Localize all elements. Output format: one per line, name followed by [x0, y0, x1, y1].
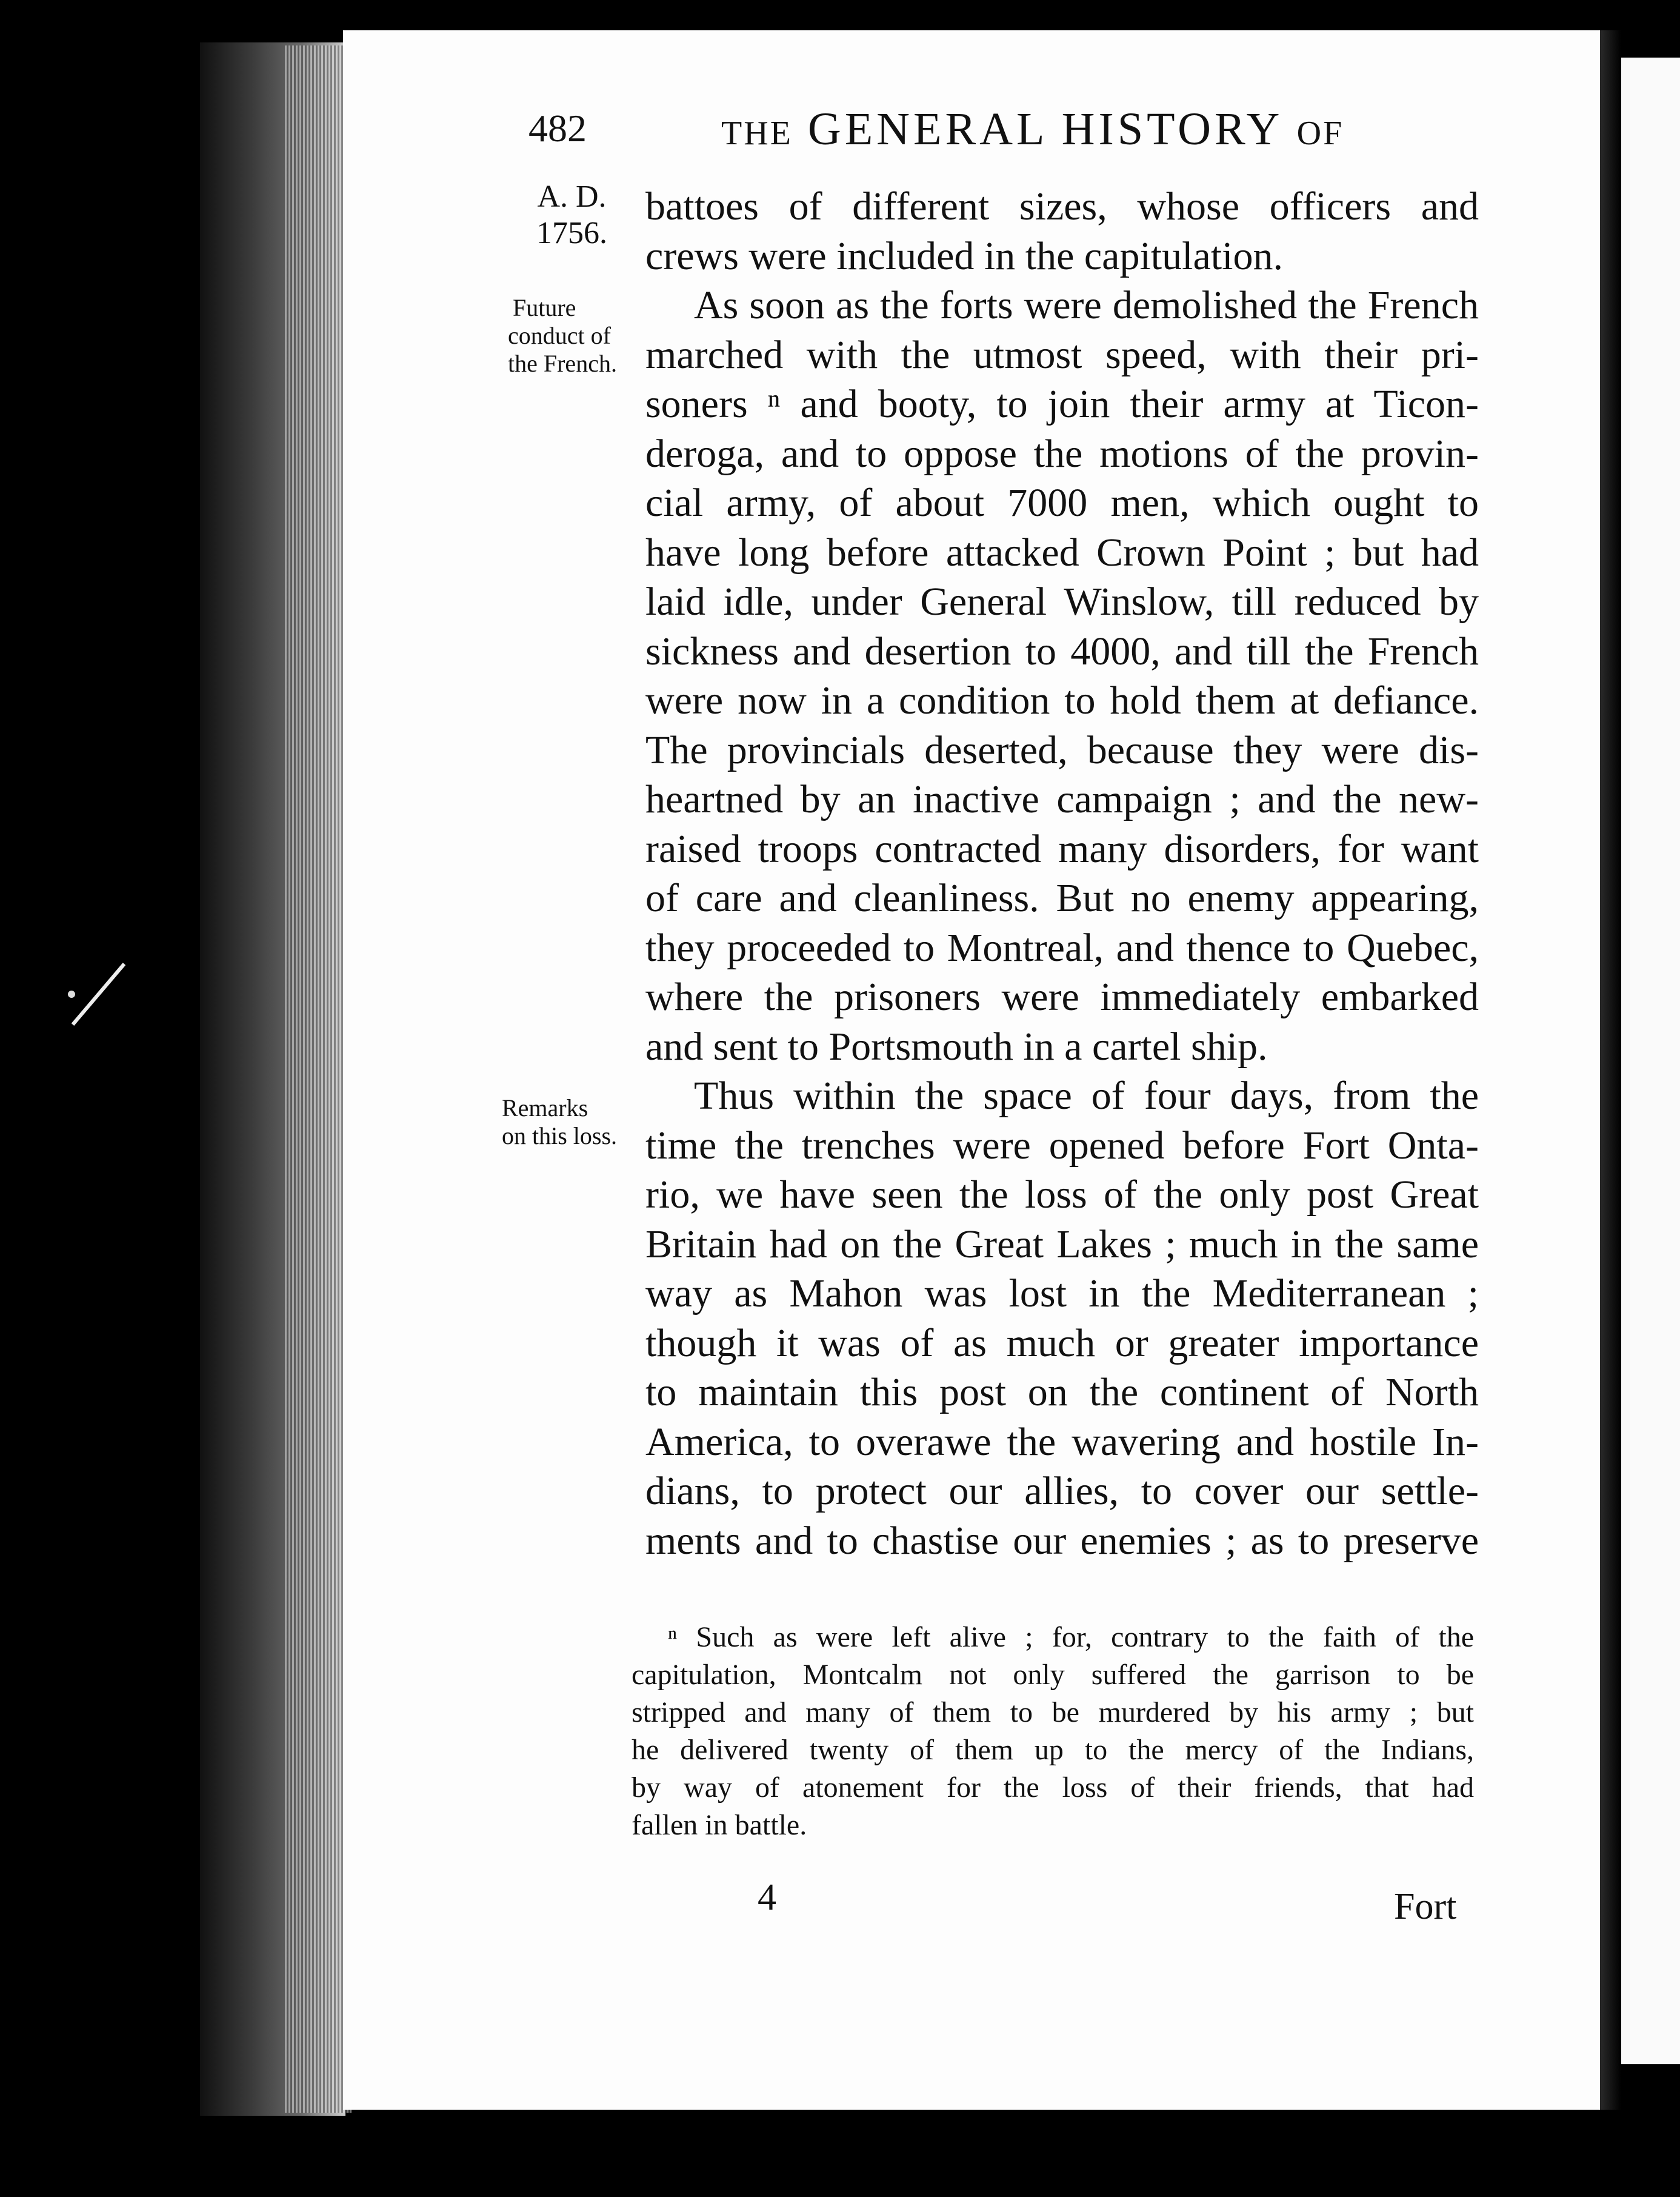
year-label: A. D.: [537, 179, 607, 214]
margin-note-line: the French.: [508, 350, 617, 377]
text-line: though it was of as much or greater importance: [645, 1320, 1479, 1365]
text-line: The provincials deserted, because they were dis-: [645, 727, 1479, 772]
text-line: dians, to protect our allies, to cover our settle-: [645, 1469, 1479, 1513]
page-number: 482: [528, 107, 587, 150]
margin-note-line: Future: [513, 294, 576, 321]
body-text: [645, 182, 1479, 1565]
running-title-main: GENERAL HISTORY: [807, 104, 1282, 155]
text-line: deroga, and to oppose the motions of the provin-: [645, 431, 1479, 476]
footnote-line: fallen in battle.: [632, 1809, 807, 1841]
running-title-suffix: OF: [1296, 115, 1344, 152]
running-title: [721, 103, 1344, 156]
text-line: As soon as the forts were demolished the French: [694, 283, 1479, 327]
margin-note-line: on this loss.: [502, 1122, 618, 1149]
text-line: laid idle, under General Winslow, till reduced by: [645, 580, 1479, 624]
text-line: cial army, of about 7000 men, which ought to: [645, 481, 1479, 525]
footnote: [632, 1619, 1474, 1844]
footnote-line: stripped and many of them to be murdered by his army ; but: [632, 1696, 1474, 1728]
text-line: soners ⁿ and booty, to join their army at Ticon-: [645, 382, 1479, 426]
text-line: way as Mahon was lost in the Mediterranean ;: [645, 1271, 1479, 1316]
text-line: crews were included in the capitulation.: [645, 233, 1283, 278]
gutter-shadow: [1600, 30, 1621, 2110]
text-line: Thus within the space of four days, from the: [694, 1074, 1479, 1118]
margin-note-remarks: [502, 1094, 617, 1150]
facing-page: [1621, 58, 1680, 2064]
footnote-line: he delivered twenty of them up to the mercy of the Indians,: [632, 1734, 1474, 1766]
text-line: rio, we have seen the loss of the only post Great: [645, 1172, 1479, 1217]
margin-note-line: conduct of: [508, 322, 611, 349]
text-line: where the prisoners were immediately embarked: [645, 975, 1479, 1019]
footnote-line: ⁿ Such as were left alive ; for, contrary to the faith of the: [668, 1621, 1474, 1653]
text-line: battoes of different sizes, whose officers and: [645, 184, 1479, 229]
text-line: have long before attacked Crown Point ; but had: [645, 530, 1479, 575]
signature-mark: 4: [758, 1877, 776, 1918]
text-line: were now in a condition to hold them at defiance.: [645, 678, 1479, 723]
page-edges: [285, 45, 352, 2113]
margin-date: [536, 179, 607, 252]
footnote-line: capitulation, Montcalm not only suffered the garrison to be: [632, 1659, 1474, 1691]
text-line: and sent to Portsmouth in a cartel ship.: [645, 1024, 1268, 1069]
text-line: ments and to chastise our enemies ; as to preserve: [645, 1518, 1479, 1563]
text-line: of care and cleanliness. But no enemy appearing,: [645, 876, 1479, 920]
margin-note-line: Remarks: [502, 1094, 588, 1122]
text-line: time the trenches were opened before Fort Onta-: [645, 1123, 1479, 1168]
text-line: Britain had on the Great Lakes ; much in the same: [645, 1222, 1479, 1266]
year-value: 1756.: [536, 216, 607, 250]
margin-note-french: [508, 294, 617, 378]
text-line: they proceeded to Montreal, and thence to Quebec,: [645, 925, 1479, 970]
text-line: raised troops contracted many disorders, for want: [645, 826, 1479, 871]
text-line: heartned by an inactive campaign ; and the new-: [645, 777, 1479, 821]
text-line: sickness and desertion to 4000, and till the French: [645, 629, 1479, 674]
text-line: marched with the utmost speed, with their pri-: [645, 332, 1479, 377]
text-line: to maintain this post on the continent of North: [645, 1370, 1479, 1414]
text-line: America, to overawe the wavering and hostile In-: [645, 1419, 1479, 1464]
footnote-line: by way of atonement for the loss of their friends, that had: [632, 1771, 1474, 1804]
scan-artifact: [61, 952, 133, 1037]
catchword: Fort: [1394, 1886, 1457, 1927]
running-title-prefix: THE: [721, 115, 793, 152]
